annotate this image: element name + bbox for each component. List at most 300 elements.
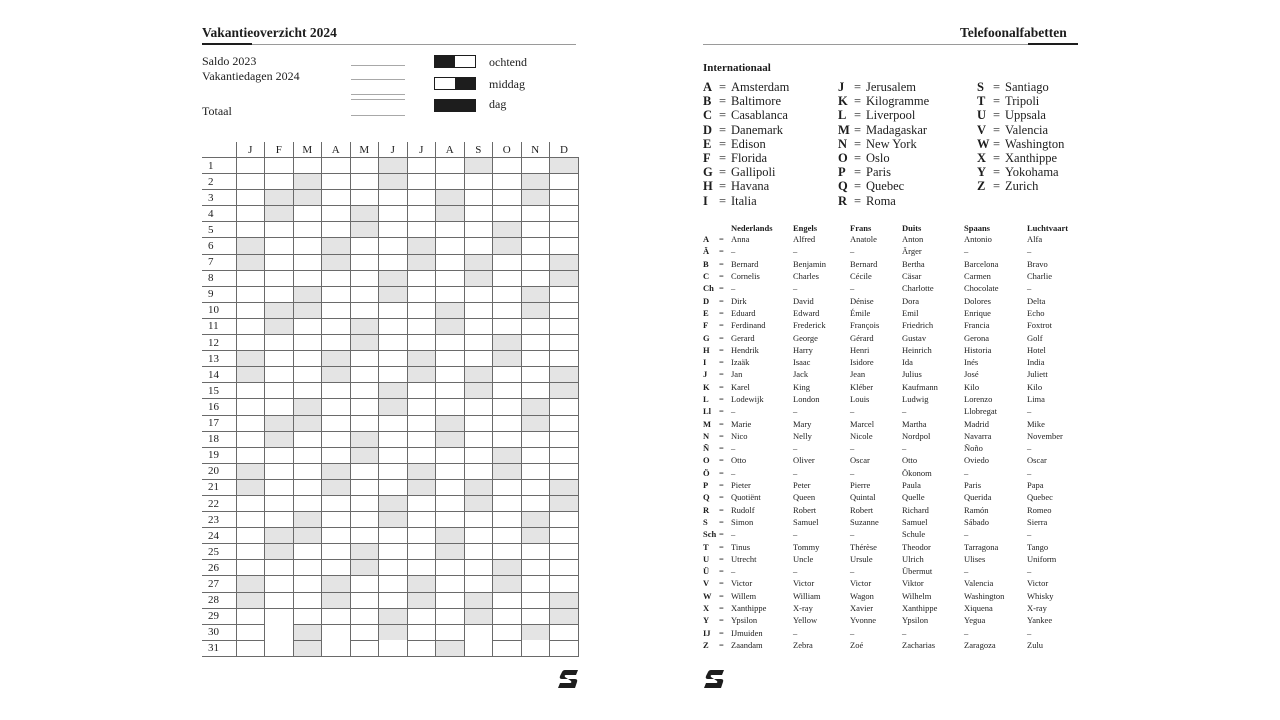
day-cell[interactable] [379,512,408,528]
day-cell[interactable] [293,351,322,367]
day-cell[interactable] [407,495,436,511]
day-cell[interactable] [293,463,322,479]
day-cell[interactable] [464,592,493,608]
day-cell[interactable] [379,318,408,334]
day-cell[interactable] [464,544,493,560]
extra-line-2[interactable] [351,99,405,100]
day-cell[interactable] [322,495,351,511]
day-cell[interactable] [464,238,493,254]
day-cell[interactable] [322,463,351,479]
day-cell[interactable] [493,335,522,351]
day-cell[interactable] [493,351,522,367]
day-cell[interactable] [464,399,493,415]
day-cell[interactable] [493,206,522,222]
day-cell[interactable] [322,399,351,415]
day-cell[interactable] [436,528,465,544]
day-cell[interactable] [265,270,294,286]
day-cell[interactable] [293,222,322,238]
day-cell[interactable] [322,624,351,640]
day-cell[interactable] [350,174,379,190]
day-cell[interactable] [521,238,550,254]
day-cell[interactable] [407,286,436,302]
day-cell[interactable] [407,383,436,399]
day-cell[interactable] [436,640,465,656]
day-cell[interactable] [265,254,294,270]
day-cell[interactable] [550,528,579,544]
day-cell[interactable] [407,206,436,222]
day-cell[interactable] [350,367,379,383]
day-cell[interactable] [236,528,265,544]
day-cell[interactable] [436,576,465,592]
day-cell[interactable] [436,222,465,238]
day-cell[interactable] [521,367,550,383]
day-cell[interactable] [350,222,379,238]
totaal-line[interactable] [351,115,405,116]
day-cell[interactable] [493,286,522,302]
day-cell[interactable] [293,238,322,254]
day-cell[interactable] [293,576,322,592]
day-cell[interactable] [379,528,408,544]
day-cell[interactable] [265,592,294,608]
day-cell[interactable] [265,318,294,334]
day-cell[interactable] [236,367,265,383]
day-cell[interactable] [236,351,265,367]
day-cell[interactable] [236,286,265,302]
day-cell[interactable] [464,367,493,383]
day-cell[interactable] [493,238,522,254]
day-cell[interactable] [293,254,322,270]
saldo-line[interactable] [351,65,405,66]
day-cell[interactable] [436,190,465,206]
day-cell[interactable] [379,206,408,222]
day-cell[interactable] [350,560,379,576]
day-cell[interactable] [464,512,493,528]
day-cell[interactable] [236,302,265,318]
day-cell[interactable] [521,544,550,560]
day-cell[interactable] [464,222,493,238]
day-cell[interactable] [322,592,351,608]
day-cell[interactable] [407,512,436,528]
day-cell[interactable] [236,222,265,238]
day-cell[interactable] [293,286,322,302]
day-cell[interactable] [436,335,465,351]
day-cell[interactable] [322,351,351,367]
day-cell[interactable] [322,608,351,624]
day-cell[interactable] [521,495,550,511]
day-cell[interactable] [350,576,379,592]
day-cell[interactable] [236,174,265,190]
day-cell[interactable] [493,592,522,608]
day-cell[interactable] [265,544,294,560]
day-cell[interactable] [493,495,522,511]
day-cell[interactable] [550,512,579,528]
day-cell[interactable] [550,335,579,351]
day-cell[interactable] [550,383,579,399]
day-cell[interactable] [293,608,322,624]
day-cell[interactable] [521,286,550,302]
day-cell[interactable] [493,270,522,286]
day-cell[interactable] [493,544,522,560]
day-cell[interactable] [350,640,379,656]
day-cell[interactable] [293,544,322,560]
day-cell[interactable] [493,431,522,447]
day-cell[interactable] [236,544,265,560]
day-cell[interactable] [350,286,379,302]
day-cell[interactable] [407,528,436,544]
day-cell[interactable] [322,190,351,206]
day-cell[interactable] [236,512,265,528]
day-cell[interactable] [293,640,322,656]
day-cell[interactable] [236,270,265,286]
day-cell[interactable] [436,544,465,560]
day-cell[interactable] [322,512,351,528]
day-cell[interactable] [322,158,351,174]
day-cell[interactable] [379,479,408,495]
day-cell[interactable] [464,560,493,576]
day-cell[interactable] [407,592,436,608]
day-cell[interactable] [493,222,522,238]
day-cell[interactable] [265,351,294,367]
day-cell[interactable] [550,174,579,190]
day-cell[interactable] [293,270,322,286]
day-cell[interactable] [379,399,408,415]
day-cell[interactable] [493,479,522,495]
day-cell[interactable] [379,415,408,431]
day-cell[interactable] [407,238,436,254]
day-cell[interactable] [464,351,493,367]
day-cell[interactable] [265,495,294,511]
day-cell[interactable] [550,222,579,238]
day-cell[interactable] [236,318,265,334]
day-cell[interactable] [464,463,493,479]
day-cell[interactable] [550,190,579,206]
day-cell[interactable] [322,383,351,399]
day-cell[interactable] [550,560,579,576]
day-cell[interactable] [379,447,408,463]
day-cell[interactable] [521,254,550,270]
day-cell[interactable] [464,495,493,511]
day-cell[interactable] [293,367,322,383]
day-cell[interactable] [521,415,550,431]
day-cell[interactable] [436,302,465,318]
day-cell[interactable] [350,206,379,222]
day-cell[interactable] [407,222,436,238]
day-cell[interactable] [464,174,493,190]
day-cell[interactable] [521,351,550,367]
day-cell[interactable] [550,431,579,447]
day-cell[interactable] [464,270,493,286]
day-cell[interactable] [464,254,493,270]
day-cell[interactable] [550,238,579,254]
day-cell[interactable] [407,431,436,447]
day-cell[interactable] [236,190,265,206]
day-cell[interactable] [436,624,465,640]
day-cell[interactable] [265,190,294,206]
day-cell[interactable] [350,431,379,447]
day-cell[interactable] [322,254,351,270]
day-cell[interactable] [521,512,550,528]
day-cell[interactable] [322,415,351,431]
day-cell[interactable] [379,351,408,367]
day-cell[interactable] [521,479,550,495]
day-cell[interactable] [493,318,522,334]
day-cell[interactable] [350,335,379,351]
day-cell[interactable] [464,624,493,640]
day-cell[interactable] [379,158,408,174]
day-cell[interactable] [293,174,322,190]
day-cell[interactable] [407,158,436,174]
day-cell[interactable] [436,592,465,608]
day-cell[interactable] [550,286,579,302]
day-cell[interactable] [265,479,294,495]
day-cell[interactable] [407,335,436,351]
day-cell[interactable] [493,415,522,431]
day-cell[interactable] [407,624,436,640]
day-cell[interactable] [521,399,550,415]
day-cell[interactable] [322,544,351,560]
day-cell[interactable] [464,576,493,592]
day-cell[interactable] [436,447,465,463]
day-cell[interactable] [322,206,351,222]
day-cell[interactable] [521,383,550,399]
day-cell[interactable] [322,560,351,576]
day-cell[interactable] [464,431,493,447]
day-cell[interactable] [236,495,265,511]
day-cell[interactable] [407,270,436,286]
day-cell[interactable] [464,447,493,463]
day-cell[interactable] [550,206,579,222]
day-cell[interactable] [322,447,351,463]
day-cell[interactable] [265,383,294,399]
day-cell[interactable] [521,206,550,222]
day-cell[interactable] [521,302,550,318]
day-cell[interactable] [236,463,265,479]
extra-line-1[interactable] [351,94,405,95]
day-cell[interactable] [436,431,465,447]
day-cell[interactable] [550,495,579,511]
day-cell[interactable] [550,447,579,463]
day-cell[interactable] [350,415,379,431]
day-cell[interactable] [379,608,408,624]
day-cell[interactable] [550,415,579,431]
day-cell[interactable] [407,351,436,367]
day-cell[interactable] [464,415,493,431]
day-cell[interactable] [464,158,493,174]
day-cell[interactable] [379,238,408,254]
day-cell[interactable] [436,158,465,174]
day-cell[interactable] [436,318,465,334]
day-cell[interactable] [379,286,408,302]
day-cell[interactable] [265,447,294,463]
day-cell[interactable] [236,415,265,431]
day-cell[interactable] [379,463,408,479]
day-cell[interactable] [293,318,322,334]
day-cell[interactable] [265,286,294,302]
day-cell[interactable] [293,560,322,576]
day-cell[interactable] [293,624,322,640]
day-cell[interactable] [293,415,322,431]
day-cell[interactable] [379,254,408,270]
day-cell[interactable] [265,158,294,174]
day-cell[interactable] [293,335,322,351]
day-cell[interactable] [550,318,579,334]
day-cell[interactable] [521,431,550,447]
day-cell[interactable] [350,254,379,270]
day-cell[interactable] [322,286,351,302]
day-cell[interactable] [407,415,436,431]
day-cell[interactable] [236,592,265,608]
day-cell[interactable] [379,222,408,238]
day-cell[interactable] [322,479,351,495]
day-cell[interactable] [293,495,322,511]
day-cell[interactable] [293,592,322,608]
day-cell[interactable] [436,479,465,495]
day-cell[interactable] [407,544,436,560]
day-cell[interactable] [322,318,351,334]
day-cell[interactable] [436,367,465,383]
day-cell[interactable] [407,174,436,190]
day-cell[interactable] [379,190,408,206]
day-cell[interactable] [265,512,294,528]
day-cell[interactable] [293,206,322,222]
day-cell[interactable] [521,560,550,576]
day-cell[interactable] [493,640,522,656]
day-cell[interactable] [550,544,579,560]
day-cell[interactable] [265,222,294,238]
day-cell[interactable] [407,576,436,592]
day-cell[interactable] [379,592,408,608]
day-cell[interactable] [493,624,522,640]
day-cell[interactable] [322,238,351,254]
day-cell[interactable] [379,174,408,190]
day-cell[interactable] [350,399,379,415]
day-cell[interactable] [350,318,379,334]
day-cell[interactable] [464,528,493,544]
day-cell[interactable] [493,174,522,190]
day-cell[interactable] [350,270,379,286]
day-cell[interactable] [265,367,294,383]
day-cell[interactable] [236,431,265,447]
day-cell[interactable] [493,383,522,399]
day-cell[interactable] [350,592,379,608]
day-cell[interactable] [464,206,493,222]
day-cell[interactable] [379,624,408,640]
day-cell[interactable] [379,367,408,383]
day-cell[interactable] [464,608,493,624]
day-cell[interactable] [521,576,550,592]
day-cell[interactable] [293,383,322,399]
day-cell[interactable] [493,158,522,174]
day-cell[interactable] [265,608,294,624]
day-cell[interactable] [521,318,550,334]
day-cell[interactable] [550,479,579,495]
day-cell[interactable] [407,302,436,318]
day-cell[interactable] [322,431,351,447]
day-cell[interactable] [236,254,265,270]
day-cell[interactable] [550,399,579,415]
day-cell[interactable] [436,560,465,576]
day-cell[interactable] [293,190,322,206]
day-cell[interactable] [350,447,379,463]
day-cell[interactable] [350,512,379,528]
day-cell[interactable] [521,190,550,206]
day-cell[interactable] [236,206,265,222]
day-cell[interactable] [265,528,294,544]
day-cell[interactable] [521,463,550,479]
day-cell[interactable] [550,254,579,270]
day-cell[interactable] [436,238,465,254]
day-cell[interactable] [493,447,522,463]
day-cell[interactable] [293,528,322,544]
day-cell[interactable] [350,463,379,479]
day-cell[interactable] [407,479,436,495]
day-cell[interactable] [350,528,379,544]
day-cell[interactable] [550,592,579,608]
day-cell[interactable] [265,302,294,318]
day-cell[interactable] [350,238,379,254]
day-cell[interactable] [550,608,579,624]
day-cell[interactable] [379,431,408,447]
day-cell[interactable] [293,512,322,528]
day-cell[interactable] [350,624,379,640]
day-cell[interactable] [521,592,550,608]
day-cell[interactable] [293,479,322,495]
day-cell[interactable] [521,447,550,463]
day-cell[interactable] [407,608,436,624]
day-cell[interactable] [407,190,436,206]
day-cell[interactable] [236,238,265,254]
day-cell[interactable] [493,576,522,592]
day-cell[interactable] [379,576,408,592]
day-cell[interactable] [550,351,579,367]
day-cell[interactable] [379,302,408,318]
day-cell[interactable] [521,222,550,238]
day-cell[interactable] [464,479,493,495]
day-cell[interactable] [493,254,522,270]
day-cell[interactable] [350,495,379,511]
day-cell[interactable] [407,399,436,415]
day-cell[interactable] [265,431,294,447]
day-cell[interactable] [379,383,408,399]
day-cell[interactable] [493,608,522,624]
day-cell[interactable] [521,270,550,286]
day-cell[interactable] [236,399,265,415]
day-cell[interactable] [436,174,465,190]
day-cell[interactable] [436,495,465,511]
day-cell[interactable] [407,367,436,383]
day-cell[interactable] [265,206,294,222]
day-cell[interactable] [350,302,379,318]
day-cell[interactable] [350,383,379,399]
day-cell[interactable] [379,544,408,560]
day-cell[interactable] [521,624,550,640]
day-cell[interactable] [550,640,579,656]
day-cell[interactable] [350,479,379,495]
day-cell[interactable] [293,302,322,318]
day-cell[interactable] [350,190,379,206]
day-cell[interactable] [407,447,436,463]
day-cell[interactable] [493,399,522,415]
day-cell[interactable] [236,608,265,624]
day-cell[interactable] [550,463,579,479]
day-cell[interactable] [322,335,351,351]
day-cell[interactable] [322,222,351,238]
day-cell[interactable] [521,158,550,174]
day-cell[interactable] [265,335,294,351]
day-cell[interactable] [407,318,436,334]
day-cell[interactable] [265,399,294,415]
day-cell[interactable] [493,367,522,383]
